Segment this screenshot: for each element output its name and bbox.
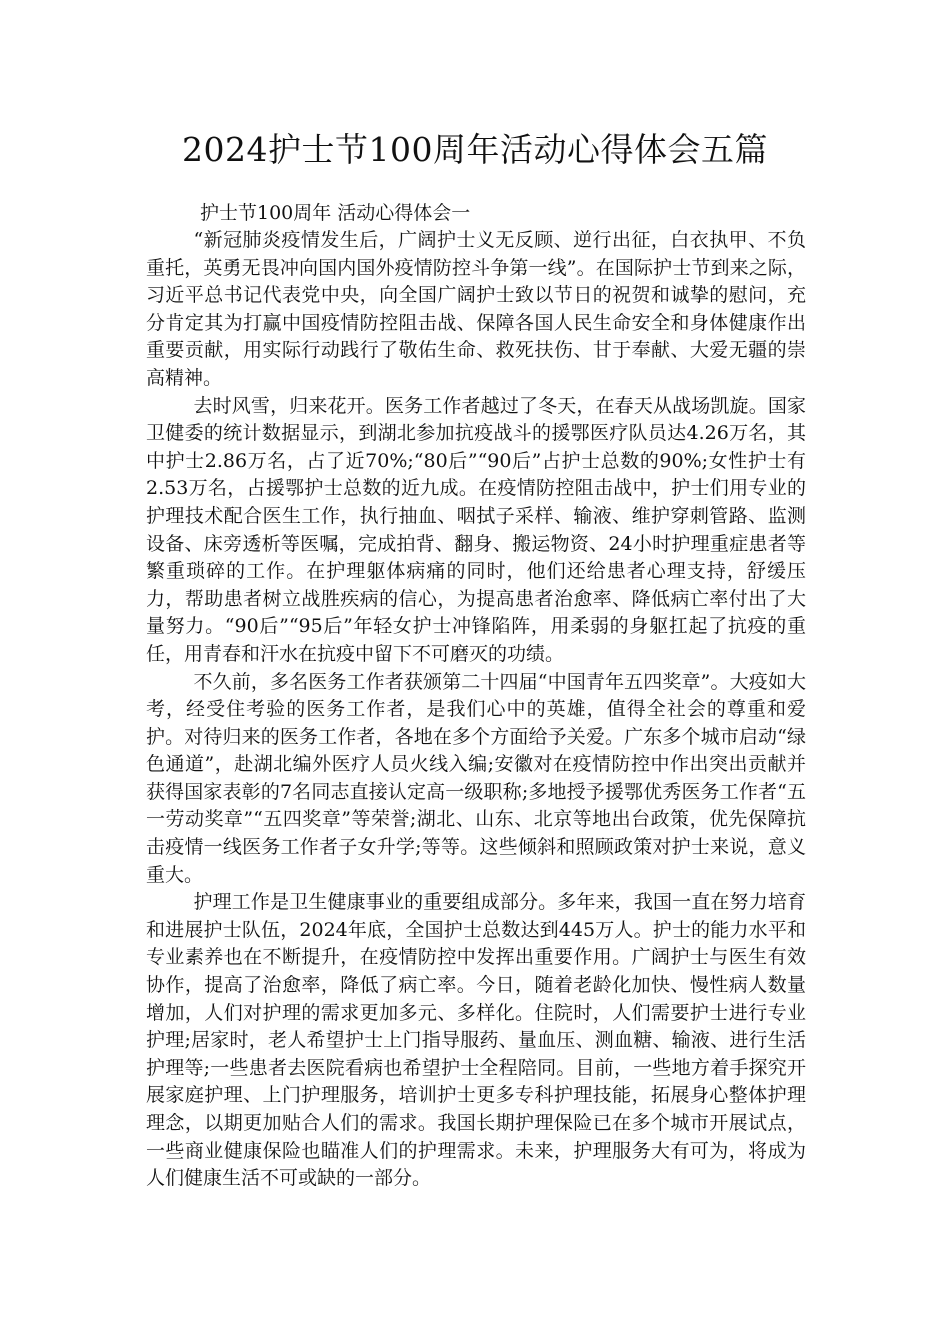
section-subtitle: 护士节100周年 活动心得体会一 (200, 202, 471, 224)
document-body (146, 200, 806, 1193)
paragraph-4: 护理工作是卫生健康事业的重要组成部分。多年来，我国一直在努力培育和进展护士队伍，2024年底，全国护士总数达到445万人。护士的能力水平和专业素养也在不断提升，在疫情防控中发挥出重要作用。广阔护士与医生有效协作，提高了治愈率，降低了病亡率。今日，随着老龄化加快、慢性病人数量增加，人们对护理的需求更加多元、多样化。住院时，人们需要护士进行专业护理;居家时，老人希望护士上门指导服药、量血压、测血糖、输液、进行生活护理等;一些患者去医院看病也希望护士全程陪同。目前，一些地方着手探究开展家庭护理、上门护理服务，培训护士更多专科护理技能，拓展身心整体护理理念，以期更加贴合人们的需求。我国长期护理保险已在多个城市开展试点，一些商业健康保险也瞄准人们的护理需求。未来，护理服务大有可为，将成为人们健康生活不可或缺的一部分。 (146, 891, 806, 1190)
page-title: 2024护士节100周年活动心得体会五篇 (182, 130, 768, 169)
paragraph-3: 不久前，多名医务工作者获颁第二十四届“中国青年五四奖章”。大疫如大考，经受住考验的医务工作者，是我们心中的英雄，值得全社会的尊重和爱护。对待归来的医务工作者，各地在多个方面给予关爱。广东多个城市启动“绿色通道”，赴湖北编外医疗人员火线入编;安徽对在疫情防控中作出突出贡献并获得国家表彰的7名同志直接认定高一级职称;多地授予援鄂优秀医务工作者“五一劳动奖章”“五四奖章”等荣誉;湖北、山东、北京等地出台政策，优先保障抗击疫情一线医务工作者子女升学;等等。这些倾斜和照顾政策对护士来说，意义重大。 (146, 670, 806, 886)
paragraph-1: “新冠肺炎疫情发生后，广阔护士义无反顾、逆行出征，白衣执甲、不负重托，英勇无畏冲向国内国外疫情防控斗争第一线”。在国际护士节到来之际，习近平总书记代表党中央，向全国广阔护士致以节日的祝贺和诚挚的慰问，充分肯定其为打赢中国疫情防控阻击战、保障各国人民生命安全和身体健康作出重要贡献，用实际行动践行了敬佑生命、救死扶伤、甘于奉献、大爱无疆的崇高精神。 (146, 229, 806, 389)
paragraph-2: 去时风雪，归来花开。医务工作者越过了冬天，在春天从战场凯旋。国家卫健委的统计数据显示，到湖北参加抗疫战斗的援鄂医疗队员达4.26万名，其中护士2.86万名，占了近70%;“80后”“90后”占护士总数的90%;女性护士有2.53万名，占援鄂护士总数的近九成。在疫情防控阻击战中，护士们用专业的护理技术配合医生工作，执行抽血、咽拭子采样、输液、维护穿刺管路、监测设备、床旁透析等医嘱，完成拍背、翻身、搬运物资、24小时护理重症患者等繁重琐碎的工作。在护理躯体病痛的同时，他们还给患者心理支持，舒缓压力，帮助患者树立战胜疾病的信心，为提高患者治愈率、降低病亡率付出了大量努力。“90后”“95后”年轻女护士冲锋陷阵，用柔弱的身躯扛起了抗疫的重任，用青春和汗水在抗疫中留下不可磨灭的功绩。 (146, 394, 806, 665)
